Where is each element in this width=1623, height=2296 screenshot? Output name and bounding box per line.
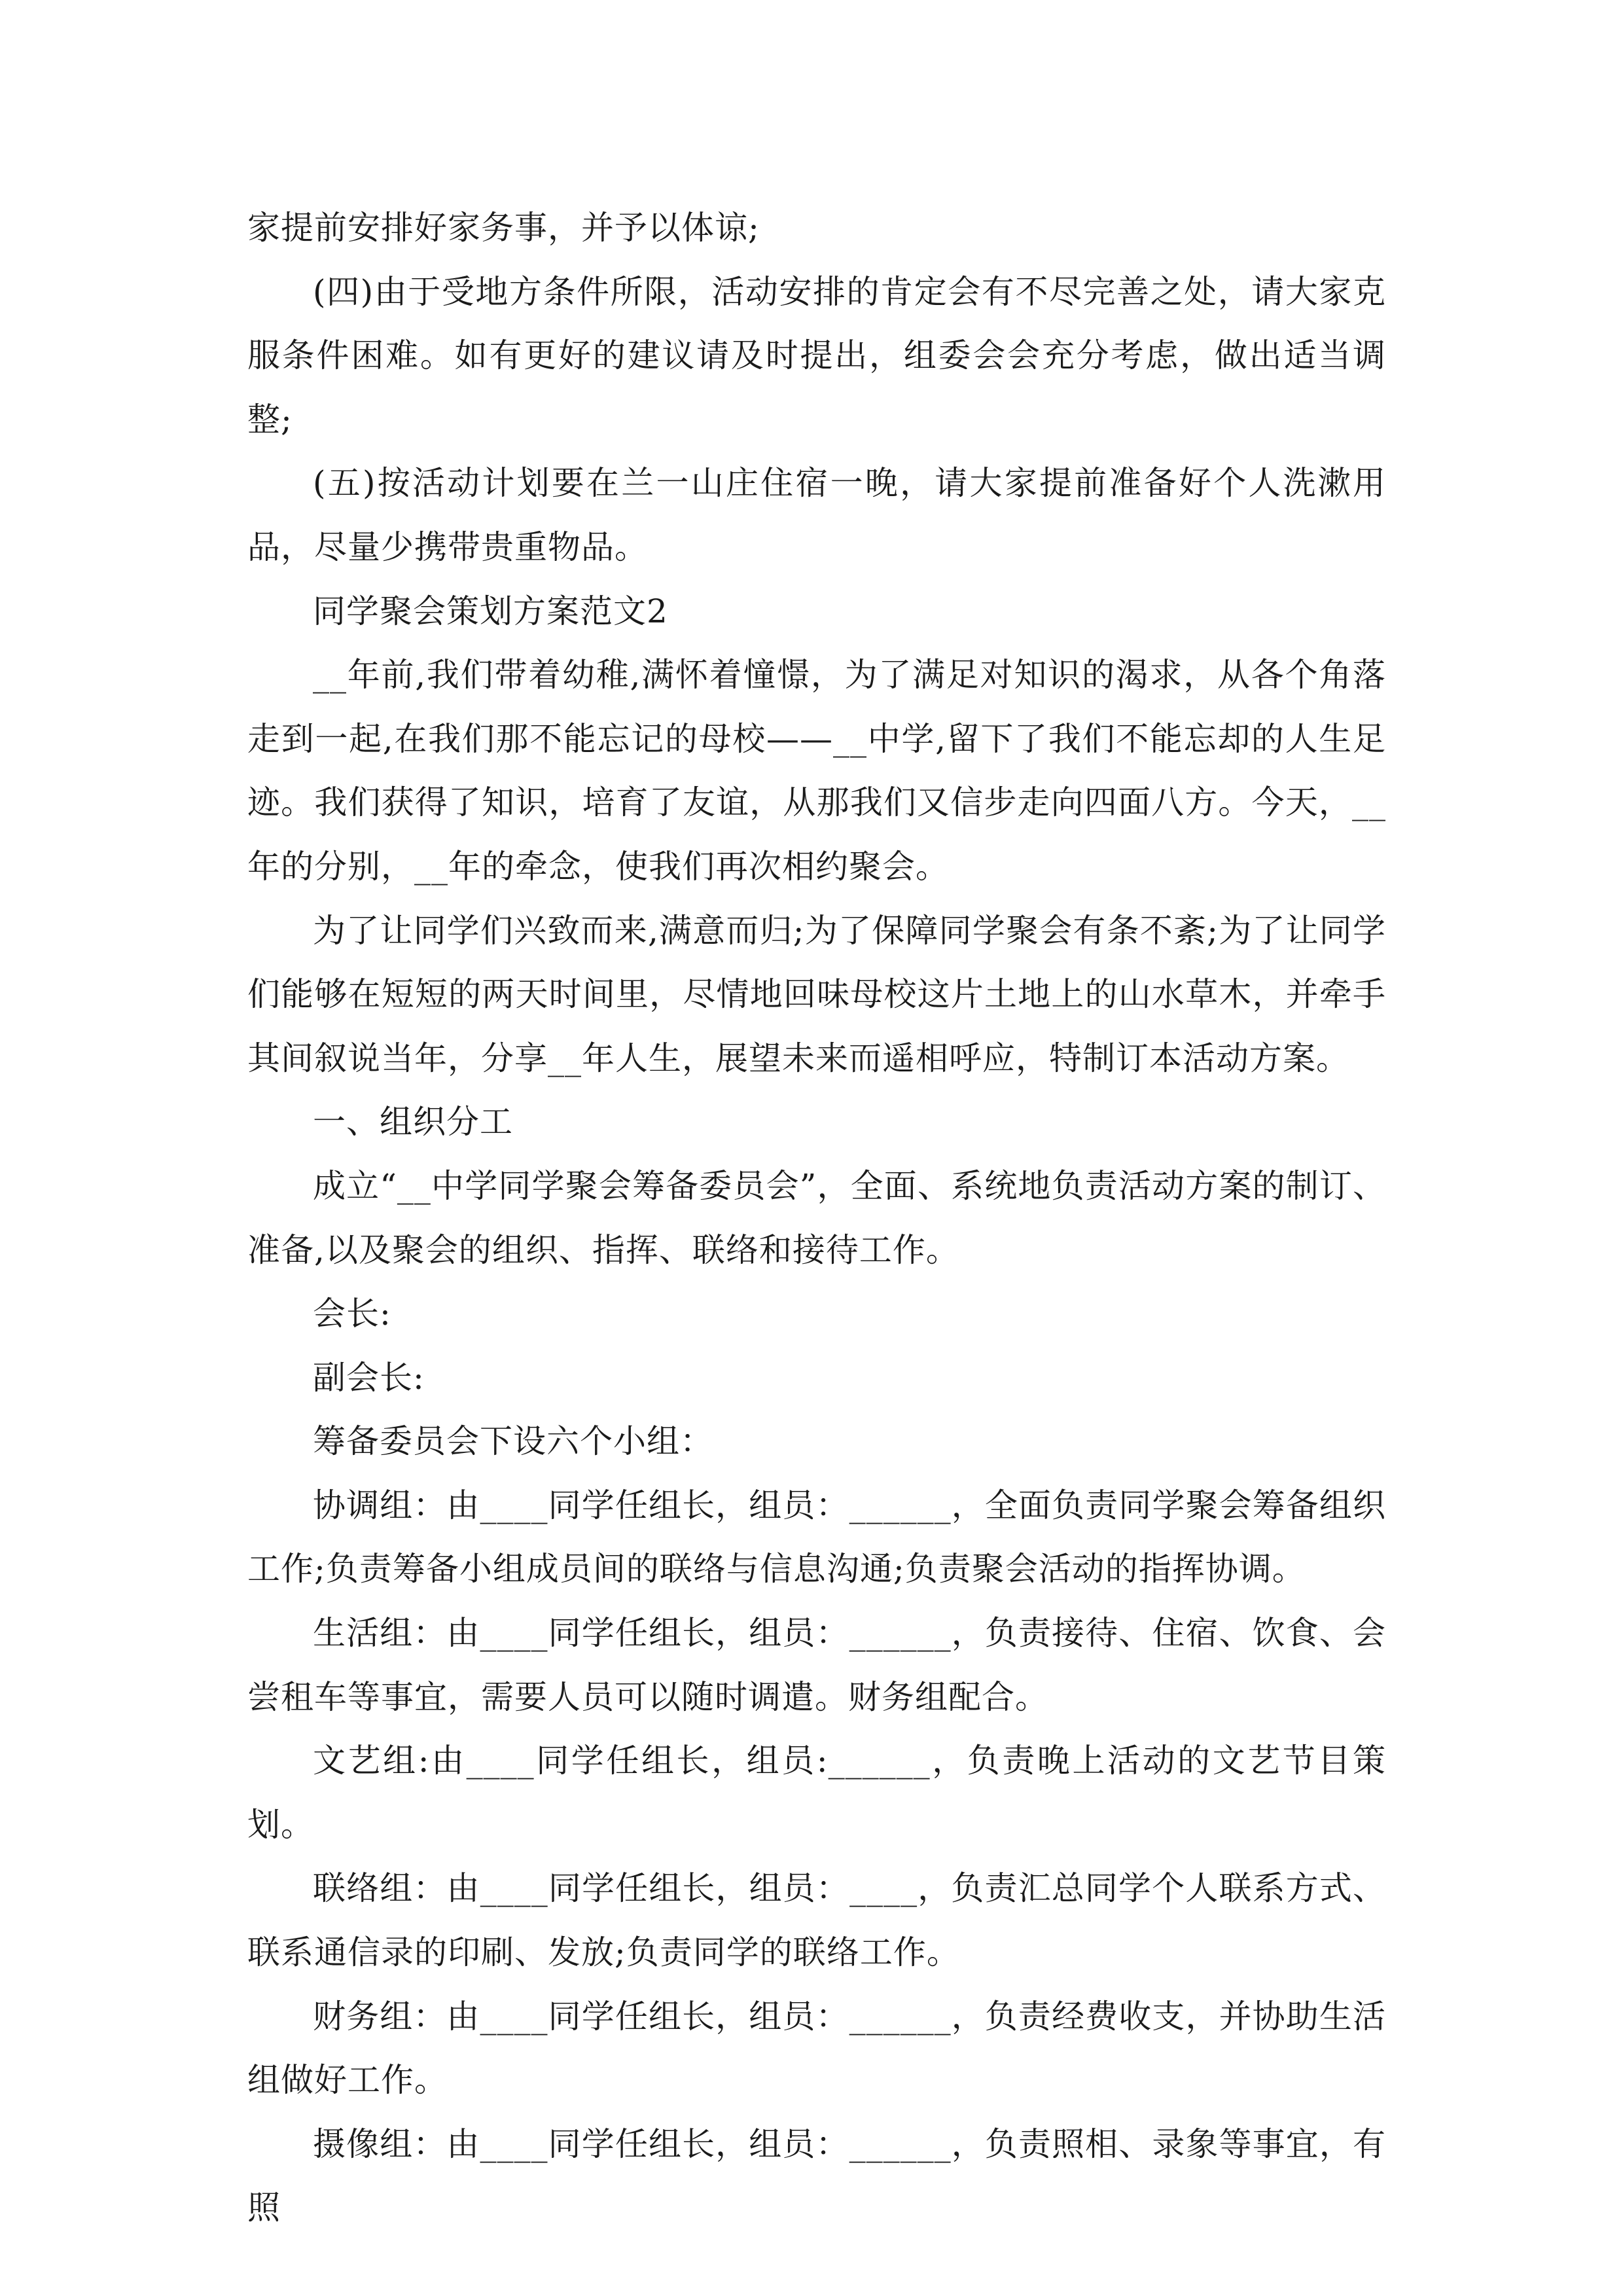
paragraph-16: 财务组：由____同学任组长，组员：______，负责经费收支，并协助生活组做好工作。 (247, 1997, 1386, 2100)
document-body (247, 196, 1386, 2240)
paragraph-17: 摄像组：由____同学任组长，组员：______，负责照相、录象等事宜，有照 (247, 2125, 1386, 2227)
paragraph-5: __年前,我们带着幼稚,满怀着憧憬，为了满足对知识的渴求，从各个角落走到一起,在我们那不能忘记的母校——__中学,留下了我们不能忘却的人生足迹。我们获得了知识，培育了友谊，从那我们又信步走向四面八方。今天，__年的分别，__年的牵念，使我们再次相约聚会。 (247, 656, 1386, 886)
paragraph-6: 为了让同学们兴致而来,满意而归;为了保障同学聚会有条不紊;为了让同学们能够在短短的两天时间里，尽情地回味母校这片土地上的山水草木，并牵手其间叙说当年，分享__年人生，展望未来而遥相呼应，特制订本活动方案。 (247, 911, 1386, 1077)
paragraph-1: 家提前安排好家务事，并予以体谅; (247, 209, 760, 247)
paragraph-15: 联络组：由____同学任组长，组员：____，负责汇总同学个人联系方式、联系通信录的印刷、发放;负责同学的联络工作。 (247, 1869, 1386, 1972)
paragraph-10: 副会长: (313, 1358, 425, 1397)
paragraph-11: 筹备委员会下设六个小组： (313, 1422, 713, 1461)
paragraph-12: 协调组：由____同学任组长，组员：______，全面负责同学聚会筹备组织工作;负责筹备小组成员间的联络与信息沟通;负责聚会活动的指挥协调。 (247, 1486, 1386, 1588)
section-title: 同学聚会策划方案范文2 (313, 592, 668, 630)
paragraph-3: (五)按活动计划要在兰一山庄住宿一晚，请大家提前准备好个人洗漱用品，尽量少携带贵重物品。 (247, 464, 1386, 566)
paragraph-8: 成立“__中学同学聚会筹备委员会”，全面、系统地负责活动方案的制订、准备,以及聚会的组织、指挥、联络和接待工作。 (247, 1166, 1386, 1269)
section-heading: 一、组织分工 (313, 1103, 513, 1141)
paragraph-9: 会长: (313, 1295, 391, 1333)
paragraph-2: (四)由于受地方条件所限，活动安排的肯定会有不尽完善之处，请大家克服条件困难。如有更好的建议请及时提出，组委会会充分考虑，做出适当调整; (247, 272, 1386, 439)
paragraph-14: 文艺组:由____同学任组长，组员:______，负责晚上活动的文艺节目策划。 (247, 1742, 1386, 1844)
paragraph-13: 生活组：由____同学任组长，组员：______，负责接待、住宿、饮食、会尝租车等事宜，需要人员可以随时调遣。财务组配合。 (247, 1614, 1386, 1716)
